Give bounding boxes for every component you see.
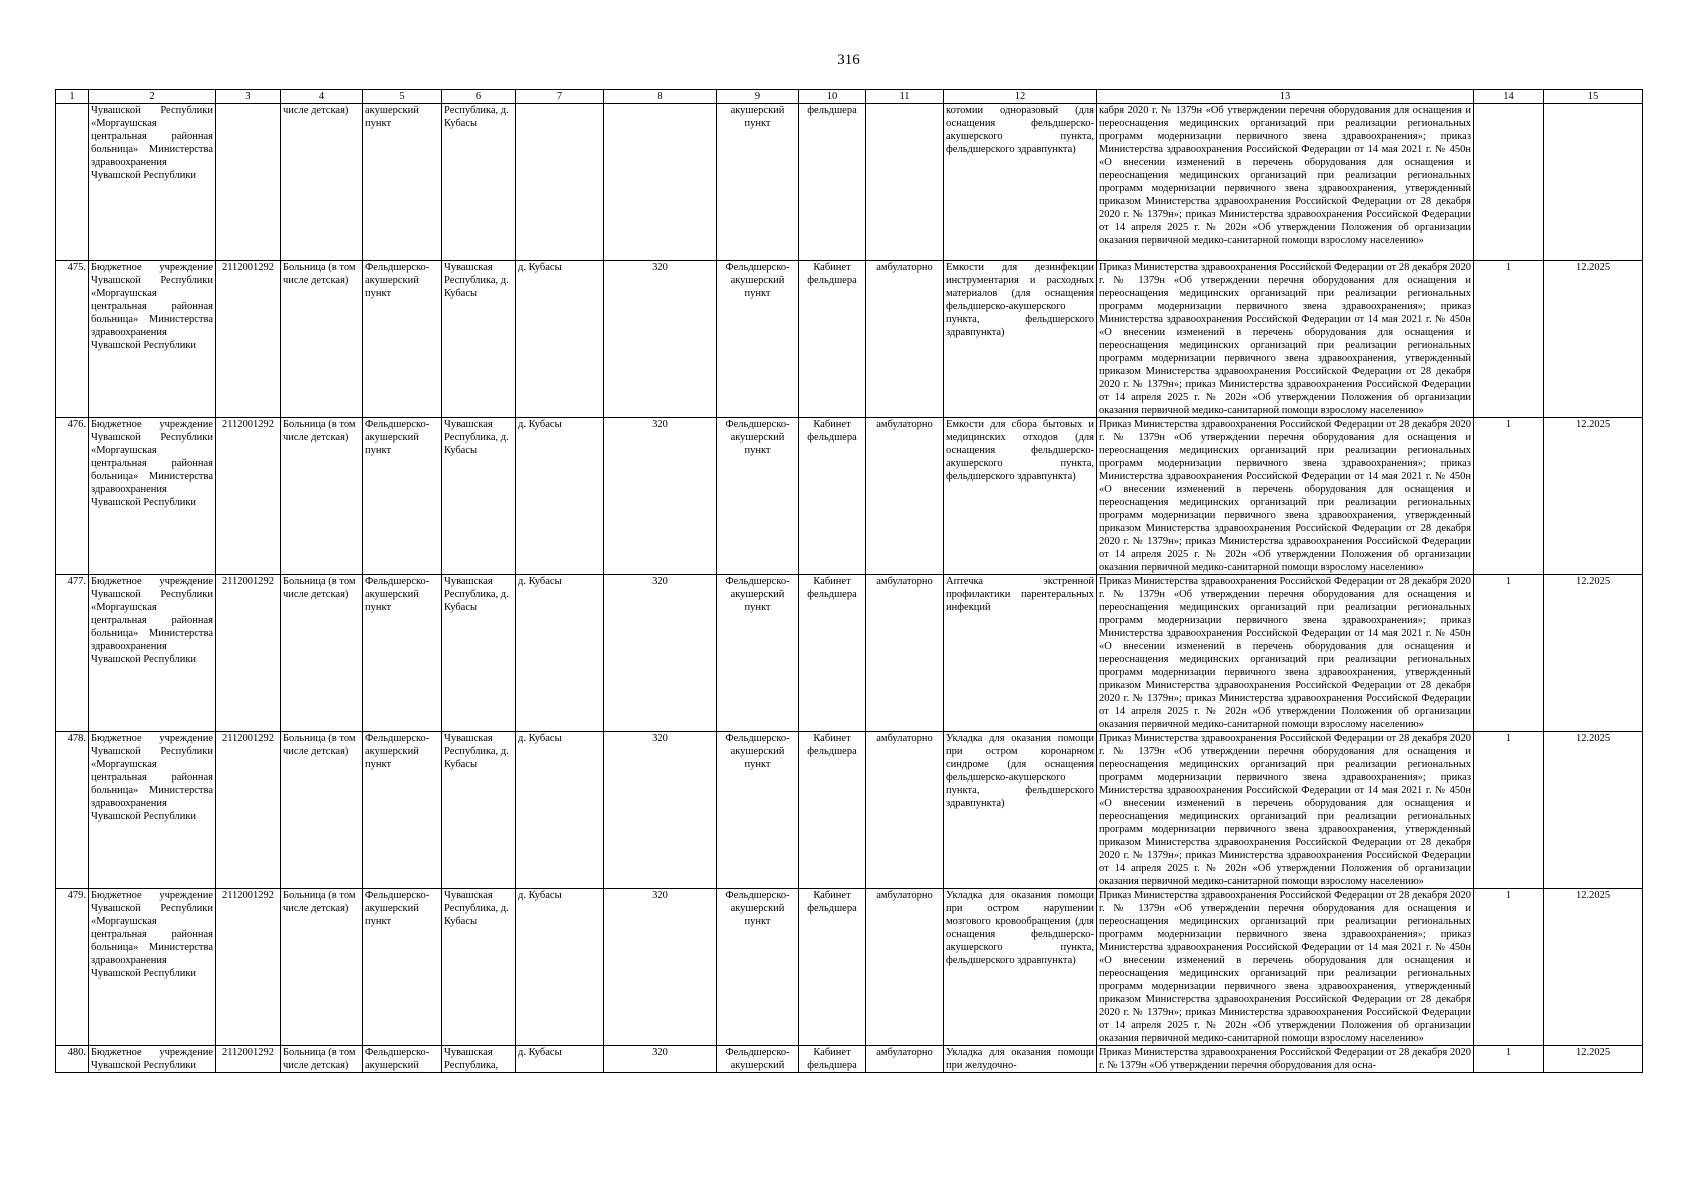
table-row <box>56 261 1643 418</box>
continuation-row <box>56 104 1643 261</box>
cell-quantity: 1 <box>1474 1046 1544 1073</box>
page-number: 316 <box>837 52 860 68</box>
column-header: 6 <box>442 90 516 104</box>
cell-unit: Фельдшерско-акушерский <box>717 1046 799 1073</box>
column-header: 7 <box>516 90 604 104</box>
cell-number: 479. <box>56 889 89 1046</box>
column-header: 2 <box>89 90 216 104</box>
cell-unit: акушерский пункт <box>717 104 799 261</box>
column-header: 9 <box>717 90 799 104</box>
cell-type: Больница (в том числе детская) <box>281 889 363 1046</box>
cell-subdivision: Фельдшерско-акушерский пункт <box>363 261 442 418</box>
cell-inn: 2112001292 <box>216 732 281 889</box>
cell-basis: кабря 2020 г. № 1379н «Об утверждении перечня оборудования для оснащения и переоснащения медицинских организаций при реализации региональных программ модернизации первичного звена здравоохранения»; приказ Министерства здравоохранения Российской Федерации от 14 мая 2021 г. № 450н «О внесении изменений в перечень оборудования для оснащения и переоснащения медицинских организаций при реализации региональных программ модернизации первичного звена здравоохранения, утвержденный приказом Министерства здравоохранения Российской Федерации от 28 декабря 2020 г. № 1379н»; приказ Министерства здравоохранения Российской Федерации от 14 апреля 2025 г. № 202н «Об утверждении Положения об организации оказания первичной медико-санитарной помощи взрослому населению» <box>1097 104 1474 261</box>
cell-locality: д. Кубасы <box>516 261 604 418</box>
cell-region: Чувашская Республика, д. Кубасы <box>442 575 516 732</box>
cell-locality: д. Кубасы <box>516 1046 604 1073</box>
cell-locality: д. Кубасы <box>516 575 604 732</box>
cell-date: 12.2025 <box>1544 575 1643 732</box>
cell-locality: д. Кубасы <box>516 418 604 575</box>
cell-code: 320 <box>604 732 717 889</box>
cell-basis: Приказ Министерства здравоохранения Российской Федерации от 28 декабря 2020 г. № 1379н «Об утверждении перечня оборудования для оснащения и переоснащения медицинских организаций при реализации региональных программ модернизации первичного звена здравоохранения»; приказ Министерства здравоохранения Российской Федерации от 14 мая 2021 г. № 450н «О внесении изменений в перечень оборудования для оснащения и переоснащения медицинских организаций при реализации региональных программ модернизации первичного звена здравоохранения, утвержденный приказом Министерства здравоохранения Российской Федерации от 28 декабря 2020 г. № 1379н»; приказ Министерства здравоохранения Российской Федерации от 14 апреля 2025 г. № 202н «Об утверждении Положения об организации оказания первичной медико-санитарной помощи взрослому населению» <box>1097 575 1474 732</box>
cell-type: числе детская) <box>281 104 363 261</box>
cell-inn: 2112001292 <box>216 261 281 418</box>
cell-equipment: Емкости для дезинфекции инструментария и расходных материалов (для оснащения фельдшерско-акушерского пункта, фельдшерского здравпункта) <box>944 261 1097 418</box>
cell-code: 320 <box>604 889 717 1046</box>
cell-mode: амбулаторно <box>866 261 944 418</box>
column-header: 5 <box>363 90 442 104</box>
table-row <box>56 1046 1643 1073</box>
cell-code <box>604 104 717 261</box>
table-row <box>56 418 1643 575</box>
cell-locality: д. Кубасы <box>516 889 604 1046</box>
cell-number: 478. <box>56 732 89 889</box>
cell-mode: амбулаторно <box>866 732 944 889</box>
cell-subdivision: Фельдшерско-акушерский <box>363 1046 442 1073</box>
cell-type: Больница (в том числе детская) <box>281 261 363 418</box>
cell-quantity: 1 <box>1474 889 1544 1046</box>
cell-cabinet: Кабинет фельдшера <box>799 889 866 1046</box>
column-header: 10 <box>799 90 866 104</box>
cell-subdivision: Фельдшерско-акушерский пункт <box>363 575 442 732</box>
registry-table <box>55 89 1643 1073</box>
cell-quantity: 1 <box>1474 575 1544 732</box>
cell-mode: амбулаторно <box>866 575 944 732</box>
cell-cabinet: Кабинет фельдшера <box>799 418 866 575</box>
cell-number: 475. <box>56 261 89 418</box>
cell-basis: Приказ Министерства здравоохранения Российской Федерации от 28 декабря 2020 г. № 1379н «Об утверждении перечня оборудования для оснащения и переоснащения медицинских организаций при реализации региональных программ модернизации первичного звена здравоохранения»; приказ Министерства здравоохранения Российской Федерации от 14 мая 2021 г. № 450н «О внесении изменений в перечень оборудования для оснащения и переоснащения медицинских организаций при реализации региональных программ модернизации первичного звена здравоохранения, утвержденный приказом Министерства здравоохранения Российской Федерации от 28 декабря 2020 г. № 1379н»; приказ Министерства здравоохранения Российской Федерации от 14 апреля 2025 г. № 202н «Об утверждении Положения об организации оказания первичной медико-санитарной помощи взрослому населению» <box>1097 732 1474 889</box>
cell-basis: Приказ Министерства здравоохранения Российской Федерации от 28 декабря 2020 г. № 1379н «Об утверждении перечня оборудования для оснащения и переоснащения медицинских организаций при реализации региональных программ модернизации первичного звена здравоохранения»; приказ Министерства здравоохранения Российской Федерации от 14 мая 2021 г. № 450н «О внесении изменений в перечень оборудования для оснащения и переоснащения медицинских организаций при реализации региональных программ модернизации первичного звена здравоохранения, утвержденный приказом Министерства здравоохранения Российской Федерации от 28 декабря 2020 г. № 1379н»; приказ Министерства здравоохранения Российской Федерации от 14 апреля 2025 г. № 202н «Об утверждении Положения об организации оказания первичной медико-санитарной помощи взрослому населению» <box>1097 889 1474 1046</box>
column-header: 3 <box>216 90 281 104</box>
cell-locality <box>516 104 604 261</box>
cell-mode: амбулаторно <box>866 889 944 1046</box>
cell-equipment: Укладка для оказания помощи при остром коронарном синдроме (для оснащения фельдшерско-акушерского пункта, фельдшерского здравпункта) <box>944 732 1097 889</box>
header-row <box>56 90 1643 104</box>
cell-mode: амбулаторно <box>866 418 944 575</box>
cell-number: 480. <box>56 1046 89 1073</box>
cell-inn <box>216 104 281 261</box>
cell-type: Больница (в том числе детская) <box>281 732 363 889</box>
cell-region: Чувашская Республика, д. Кубасы <box>442 889 516 1046</box>
cell-organization: Бюджетное учреждение Чувашской Республики «Моргаушская центральная районная больница» Министерства здравоохранения Чувашской Республики <box>89 261 216 418</box>
column-header: 13 <box>1097 90 1474 104</box>
cell-code: 320 <box>604 418 717 575</box>
cell-subdivision: Фельдшерско-акушерский пункт <box>363 889 442 1046</box>
cell-mode <box>866 104 944 261</box>
cell-code: 320 <box>604 575 717 732</box>
column-header: 1 <box>56 90 89 104</box>
cell-cabinet: Кабинет фельдшера <box>799 261 866 418</box>
cell-equipment: Емкости для сбора бытовых и медицинских отходов (для оснащения фельдшерско-акушерского пункта, фельдшерского здравпункта) <box>944 418 1097 575</box>
cell-subdivision: Фельдшерско-акушерский пункт <box>363 732 442 889</box>
cell-locality: д. Кубасы <box>516 732 604 889</box>
cell-date <box>1544 104 1643 261</box>
cell-type: Больница (в том числе детская) <box>281 418 363 575</box>
cell-date: 12.2025 <box>1544 1046 1643 1073</box>
cell-region: Республика, д. Кубасы <box>442 104 516 261</box>
cell-region: Чувашская Республика, д. Кубасы <box>442 418 516 575</box>
column-header: 11 <box>866 90 944 104</box>
cell-region: Чувашская Республика, д. Кубасы <box>442 732 516 889</box>
cell-type: Больница (в том числе детская) <box>281 1046 363 1073</box>
cell-code: 320 <box>604 261 717 418</box>
cell-unit: Фельдшерско-акушерский пункт <box>717 575 799 732</box>
table-row <box>56 889 1643 1046</box>
cell-basis: Приказ Министерства здравоохранения Российской Федерации от 28 декабря 2020 г. № 1379н «Об утверждении перечня оборудования для оснащения и переоснащения медицинских организаций при реализации региональных программ модернизации первичного звена здравоохранения»; приказ Министерства здравоохранения Российской Федерации от 14 мая 2021 г. № 450н «О внесении изменений в перечень оборудования для оснащения и переоснащения медицинских организаций при реализации региональных программ модернизации первичного звена здравоохранения, утвержденный приказом Министерства здравоохранения Российской Федерации от 28 декабря 2020 г. № 1379н»; приказ Министерства здравоохранения Российской Федерации от 14 апреля 2025 г. № 202н «Об утверждении Положения об организации оказания первичной медико-санитарной помощи взрослому населению» <box>1097 261 1474 418</box>
cell-quantity <box>1474 104 1544 261</box>
column-header: 15 <box>1544 90 1643 104</box>
cell-equipment: Укладка для оказания помощи при остром нарушении мозгового кровообращения (для оснащения фельдшерско-акушерского пункта, фельдшерского здравпункта) <box>944 889 1097 1046</box>
cell-subdivision: акушерский пункт <box>363 104 442 261</box>
cell-inn: 2112001292 <box>216 1046 281 1073</box>
cell-cabinet: Кабинет фельдшера <box>799 575 866 732</box>
column-header: 12 <box>944 90 1097 104</box>
cell-inn: 2112001292 <box>216 889 281 1046</box>
cell-basis: Приказ Министерства здравоохранения Российской Федерации от 28 декабря 2020 г. № 1379н «Об утверждении перечня оборудования для оснащения и переоснащения медицинских организаций при реализации региональных программ модернизации первичного звена здравоохранения»; приказ Министерства здравоохранения Российской Федерации от 14 мая 2021 г. № 450н «О внесении изменений в перечень оборудования для оснащения и переоснащения медицинских организаций при реализации региональных программ модернизации первичного звена здравоохранения, утвержденный приказом Министерства здравоохранения Российской Федерации от 28 декабря 2020 г. № 1379н»; приказ Министерства здравоохранения Российской Федерации от 14 апреля 2025 г. № 202н «Об утверждении Положения об организации оказания первичной медико-санитарной помощи взрослому населению» <box>1097 418 1474 575</box>
cell-quantity: 1 <box>1474 732 1544 889</box>
table-row <box>56 575 1643 732</box>
cell-organization: Бюджетное учреждение Чувашской Республики «Моргаушская центральная районная больница» Министерства здравоохранения Чувашской Республики <box>89 889 216 1046</box>
cell-region: Чувашская Республика, <box>442 1046 516 1073</box>
cell-unit: Фельдшерско-акушерский пункт <box>717 889 799 1046</box>
cell-organization: Бюджетное учреждение Чувашской Республики «Моргаушская центральная районная больница» Министерства здравоохранения Чувашской Республики <box>89 575 216 732</box>
cell-unit: Фельдшерско-акушерский пункт <box>717 261 799 418</box>
cell-inn: 2112001292 <box>216 575 281 732</box>
cell-region: Чувашская Республика, д. Кубасы <box>442 261 516 418</box>
cell-basis: Приказ Министерства здравоохранения Российской Федерации от 28 декабря 2020 г. № 1379н «Об утверждении перечня оборудования для осна- <box>1097 1046 1474 1073</box>
cell-code: 320 <box>604 1046 717 1073</box>
cell-organization: Чувашской Республики «Моргаушская центральная районная больница» Министерства здравоохранения Чувашской Республики <box>89 104 216 261</box>
table-row <box>56 732 1643 889</box>
cell-quantity: 1 <box>1474 418 1544 575</box>
cell-date: 12.2025 <box>1544 732 1643 889</box>
cell-type: Больница (в том числе детская) <box>281 575 363 732</box>
cell-date: 12.2025 <box>1544 261 1643 418</box>
cell-quantity: 1 <box>1474 261 1544 418</box>
cell-cabinet: фельдшера <box>799 104 866 261</box>
cell-cabinet: Кабинет фельдшера <box>799 1046 866 1073</box>
cell-inn: 2112001292 <box>216 418 281 575</box>
cell-organization: Бюджетное учреждение Чувашской Республики «Моргаушская центральная районная больница» Министерства здравоохранения Чувашской Республики <box>89 418 216 575</box>
column-header: 4 <box>281 90 363 104</box>
cell-organization: Бюджетное учреждение Чувашской Республики «Моргаушская центральная районная больница» Министерства здравоохранения Чувашской Республики <box>89 732 216 889</box>
cell-date: 12.2025 <box>1544 889 1643 1046</box>
cell-date: 12.2025 <box>1544 418 1643 575</box>
cell-mode: амбулаторно <box>866 1046 944 1073</box>
cell-equipment: Аптечка экстренной профилактики парентеральных инфекций <box>944 575 1097 732</box>
column-header: 14 <box>1474 90 1544 104</box>
cell-equipment: Укладка для оказания помощи при желудочно- <box>944 1046 1097 1073</box>
cell-number <box>56 104 89 261</box>
cell-cabinet: Кабинет фельдшера <box>799 732 866 889</box>
cell-equipment: котомии одноразовый (для оснащения фельдшерско-акушерского пункта, фельдшерского здравпункта) <box>944 104 1097 261</box>
cell-organization: Бюджетное учреждение Чувашской Республики <box>89 1046 216 1073</box>
column-header: 8 <box>604 90 717 104</box>
cell-number: 477. <box>56 575 89 732</box>
cell-unit: Фельдшерско-акушерский пункт <box>717 732 799 889</box>
cell-unit: Фельдшерско-акушерский пункт <box>717 418 799 575</box>
cell-number: 476. <box>56 418 89 575</box>
cell-subdivision: Фельдшерско-акушерский пункт <box>363 418 442 575</box>
